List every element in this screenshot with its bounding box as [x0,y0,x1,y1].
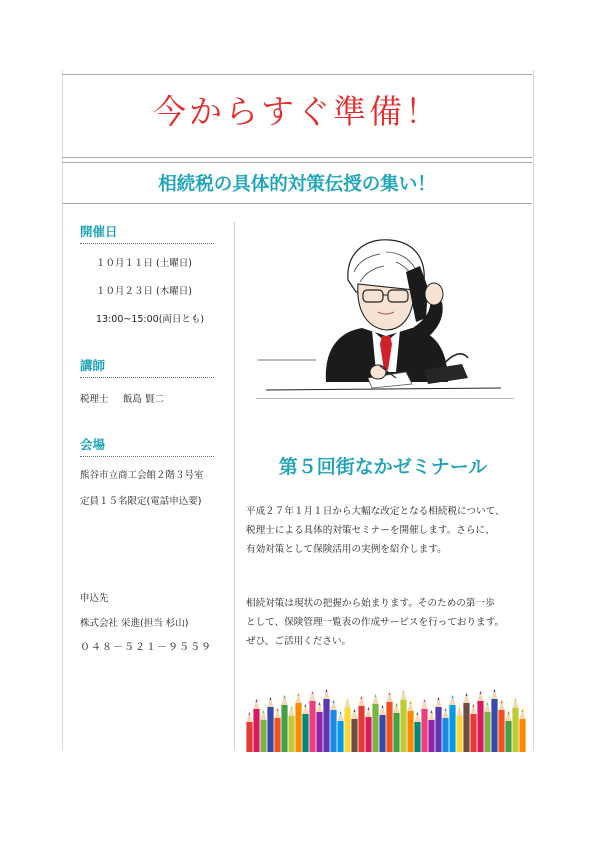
pencil-body [519,719,525,752]
pencil-body [491,699,497,752]
pencil-body [267,707,273,752]
pencil-lead [318,702,320,705]
pencil-lead [325,689,327,692]
venue-capacity: 定員１５名限定(電話申込要) [80,496,202,507]
pencil-body [449,705,455,752]
venue-place: 熊谷市立商工会館２階３号室 [80,470,204,481]
pencil-body [281,705,287,752]
pencil-body [477,701,483,752]
pencil-body [421,709,427,752]
pencil-lead [458,706,460,709]
pencil-body [484,712,490,752]
illustration-baseline [256,398,514,399]
pencil-body [386,702,392,752]
pencil-body [351,719,357,752]
pencil-body [414,722,420,752]
pencil-body [435,707,441,752]
pencil-lead [521,709,523,712]
description-line: 平成２７年１月１日から大幅な改定となる相続税について、 [246,506,505,517]
top-rule [62,74,532,75]
pencil-body [288,716,294,752]
column-divider [234,222,235,750]
pencil-body [274,718,280,752]
pencil-body [246,722,252,752]
pencil-body [302,714,308,752]
pencil-lead [465,693,467,696]
pencil-lead [514,698,516,701]
pencil-body [442,718,448,752]
pencil-lead [248,712,250,715]
pencil-body [505,721,511,752]
pencil-lead [297,693,299,696]
pencil-body [372,704,378,752]
pencil-lead [451,695,453,698]
pencil-body [309,701,315,752]
lecturer-role: 税理士 [80,394,109,405]
seminar-title: 第５回街なかゼミナール [278,456,488,478]
pencil-lead [374,694,376,697]
pencil-lead [423,699,425,702]
pencil-body [330,710,336,752]
pencil-body [260,720,266,752]
title-rule-lower [62,162,532,163]
event-date-2: １０月２３日 (木曜日) [96,286,192,297]
contact-phone: ０４８－５２１－９５５９ [80,642,212,653]
pencil-lead [416,712,418,715]
pencil-body [253,709,259,752]
pencil-body [470,714,476,752]
description-line: 相続対策は現状の把握から始まります。そのための第一歩 [246,598,495,609]
pencil-body [337,721,343,752]
contact-company: 株式会社 栄進(担当 杉山) [80,618,189,629]
pencil-lead [339,711,341,714]
pencil-lead [402,690,404,693]
pencil-lead [381,705,383,708]
pencil-lead [346,698,348,701]
pencil-body [365,717,371,752]
pencil-body [407,711,413,752]
pencil-lead [395,703,397,706]
seminar-description [246,502,532,559]
pencil-body [316,712,322,752]
pencil-lead [500,700,502,703]
pencil-body [428,720,434,752]
pencil-lead [304,704,306,707]
pencil-lead [332,700,334,703]
event-date-1: １０月１１日 (土曜日) [96,258,192,269]
contact-label: 申込先 [80,593,109,604]
page-subtitle: 相続税の具体的対策伝授の集い！ [158,174,436,195]
description-line: ぜひ、ご活用ください。 [246,636,352,647]
pencil-lead [507,711,509,714]
pencil-lead [472,704,474,707]
description-line: 有効対策として保険活用の実例を紹介します。 [246,544,447,555]
pencil-lead [269,697,271,700]
pencil-lead [367,707,369,710]
pencil-body [295,703,301,752]
pencil-lead [276,708,278,711]
pencil-lead [479,691,481,694]
pencil-lead [290,706,292,709]
pencil-body [344,708,350,752]
pencil-body [456,716,462,752]
description-line: として、保険管理一覧表の作成サービスを行っております。 [246,617,505,628]
pencil-lead [360,696,362,699]
pencil-lead [444,708,446,711]
inheritance-measures-text [246,594,532,651]
pencil-lead [283,695,285,698]
dates-heading: 開催日 [80,222,214,244]
lecturer-heading: 講師 [80,356,214,378]
lecturer-name: 飯島 賢二 [123,394,165,405]
pencil-body [463,703,469,752]
pencil-lead [255,699,257,702]
colored-pencils-illustration [246,672,526,752]
pencil-body [498,710,504,752]
pencil-lead [493,689,495,692]
pencil-lead [437,697,439,700]
pencil-body [400,700,406,752]
pencil-lead [409,701,411,704]
pencil-lead [388,692,390,695]
pencil-body [379,715,385,752]
pencil-body [512,708,518,752]
pencil-body [358,706,364,752]
pencil-lead [353,709,355,712]
title-rule-upper [62,157,532,158]
page-title: 今からすぐ準備！ [153,92,441,131]
businessman-on-phone-illustration [256,232,506,392]
pencil-body [393,713,399,752]
pencil-lead [486,702,488,705]
venue-heading: 会場 [80,435,214,457]
pencil-body [323,699,329,752]
pencil-lead [262,710,264,713]
pencil-lead [430,710,432,713]
description-line: 税理士による具体的対策セミナーを開催します。さらに、 [246,525,495,536]
pencil-lead [311,691,313,694]
subtitle-rule [62,203,532,204]
event-time: 13:00~15:00(両日とも) [96,314,205,325]
